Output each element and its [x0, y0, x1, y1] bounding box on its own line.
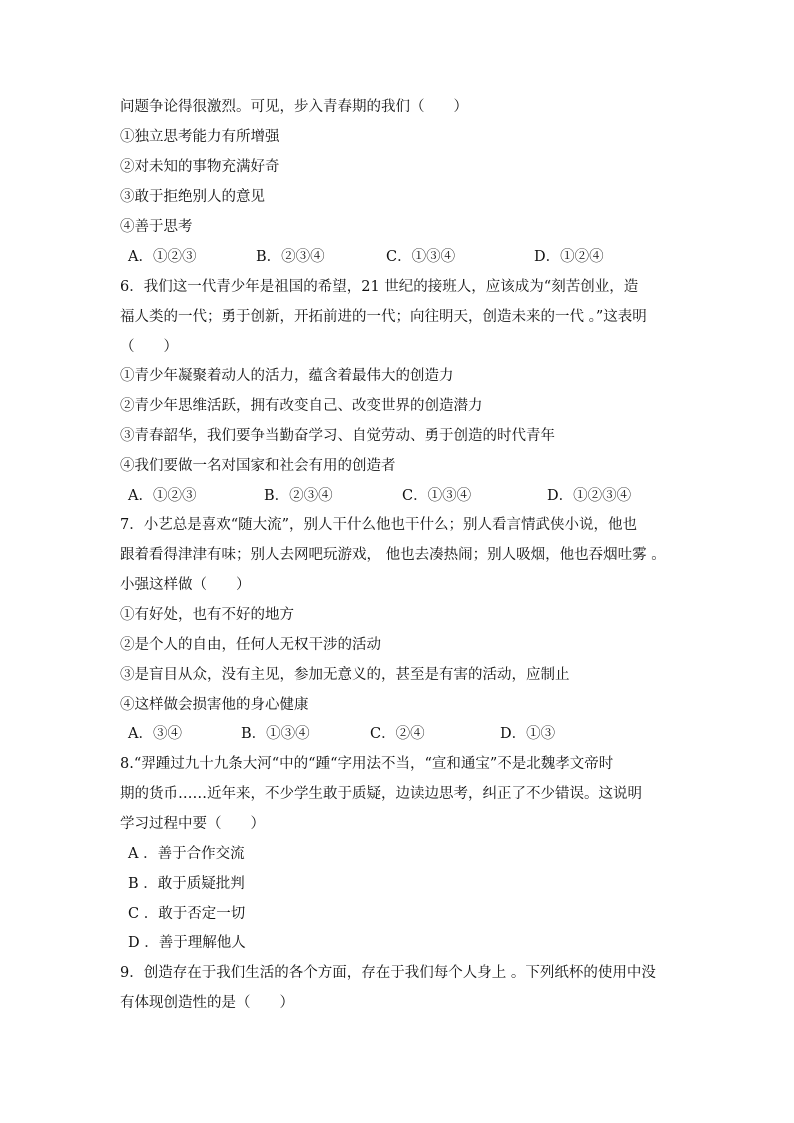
q9-stem-line-2: 有体现创造性的是（ ） — [120, 995, 294, 1011]
q6-item-3: ③青春韶华，我们要争当勤奋学习、自觉劳动、勇于创造的时代青年 — [120, 428, 555, 444]
q6-stem-line-1: 6．我们这一代青少年是祖国的希望，21 世纪的接班人，应该成为“刻苦创业，造 — [120, 279, 639, 295]
q7-item-3: ③是盲目从众，没有主见，参加无意义的，甚至是有害的活动，应制止 — [120, 667, 570, 683]
q7-stem-line-3: 小强这样做（ ） — [120, 577, 251, 593]
q5-item-2: ②对未知的事物充满好奇 — [120, 159, 280, 175]
q6-item-1: ①青少年凝聚着动人的活力，蕴含着最伟大的创造力 — [120, 368, 454, 384]
q9-stem-line-1: 9．创造存在于我们生活的各个方面，存在于我们每个人身上 。下列纸杯的使用中没 — [120, 965, 656, 981]
q6-item-4: ④我们要做一名对国家和社会有用的创造者 — [120, 458, 396, 474]
q7-stem-line-1: 7．小艺总是喜欢“随大流”，别人干什么他也干什么；别人看言情武侠小说，他也 — [120, 517, 638, 533]
q7-item-2: ②是个人的自由，任何人无权干涉的活动 — [120, 637, 381, 653]
q6-option-c: C．①③④ — [402, 488, 472, 504]
q8-option-d: D ．善于理解他人 — [128, 935, 246, 951]
q8-stem-line-2: 期的货币……近年来，不少学生敢于质疑，边读边思考，纠正了不少错误。这说明 — [120, 786, 642, 802]
q5-item-4: ④善于思考 — [120, 219, 193, 235]
q5-item-3: ③敢于拒绝别人的意见 — [120, 189, 265, 205]
q5-option-a: A．①②③ — [128, 249, 197, 265]
q8-option-a: A ．善于合作交流 — [128, 846, 245, 862]
q6-stem-line-3: （ ） — [120, 339, 178, 355]
q8-stem-line-3: 学习过程中要（ ） — [120, 816, 265, 832]
q7-option-b: B．①③④ — [241, 726, 310, 742]
q7-option-c: C．②④ — [370, 726, 425, 742]
q5-option-c: C．①③④ — [386, 249, 456, 265]
q7-item-4: ④这样做会损害他的身心健康 — [120, 697, 309, 713]
q8-option-b: B ．敢于质疑批判 — [128, 876, 245, 892]
q6-option-a: A．①②③ — [128, 488, 197, 504]
q8-stem-line-1: 8.“羿踵过九十九条大河“中的“踵“字用法不当，“宣和通宝”不是北魏孝文帝时 — [120, 756, 614, 772]
q7-stem-line-2: 跟着看得津津有味；别人去网吧玩游戏， 他也去凑热闹；别人吸烟，他也吞烟吐雾 。 — [120, 547, 666, 563]
q5-option-d: D．①②④ — [534, 249, 604, 265]
q8-option-c: C ．敢于否定一切 — [128, 906, 246, 922]
q7-item-1: ①有好处，也有不好的地方 — [120, 607, 294, 623]
q7-option-d: D．①③ — [500, 726, 556, 742]
q6-item-2: ②青少年思维活跃，拥有改变自己、改变世界的创造潜力 — [120, 398, 483, 414]
q6-option-d: D．①②③④ — [547, 488, 632, 504]
q6-stem-line-2: 福人类的一代；勇于创新，开拓前进的一代；向往明天，创造未来的一代 。”这表明 — [120, 309, 647, 325]
q5-stem: 问题争论得很激烈。可见，步入青春期的我们（ ） — [120, 99, 468, 115]
q5-item-1: ①独立思考能力有所增强 — [120, 129, 280, 145]
q5-option-b: B．②③④ — [256, 249, 325, 265]
q6-option-b: B．②③④ — [264, 488, 333, 504]
q7-option-a: A．③④ — [128, 726, 182, 742]
